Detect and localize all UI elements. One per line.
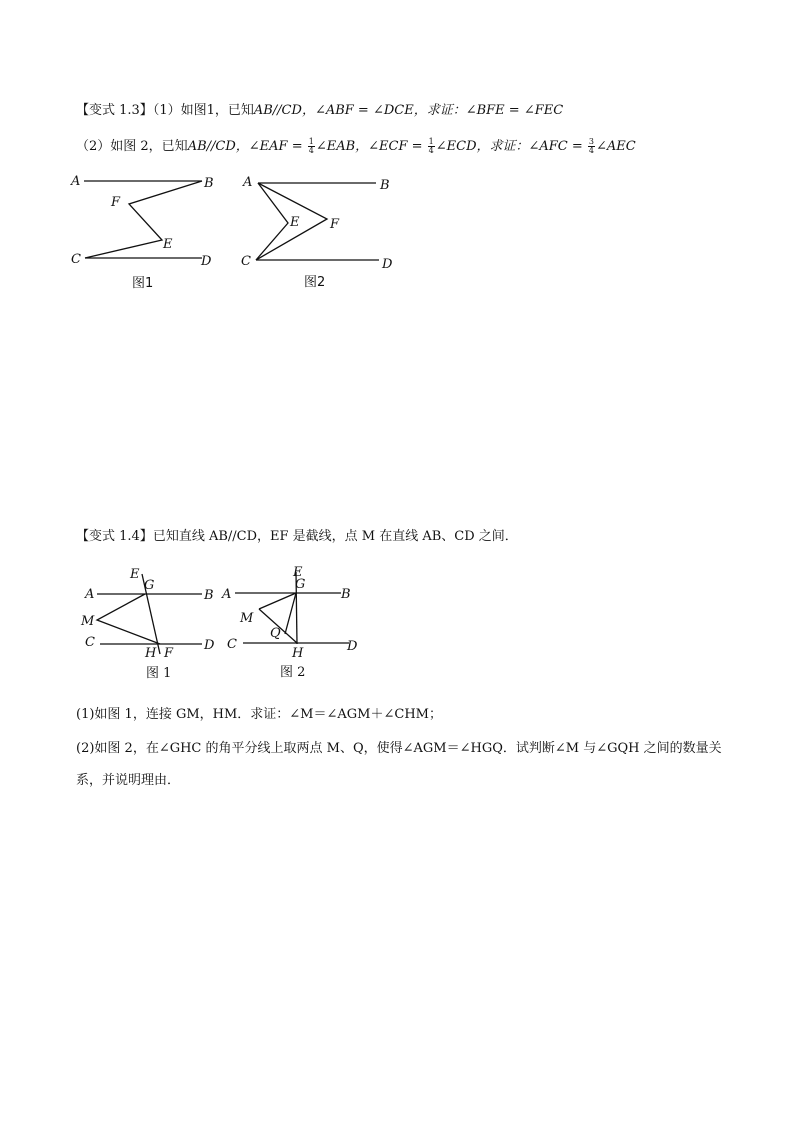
- point-G-label: G: [144, 578, 155, 593]
- point-Q-label: Q: [270, 626, 281, 641]
- point-E-label: E: [293, 565, 303, 580]
- question-1: (1)如图 1，连接 GM，HM．求证：∠M＝∠AGM＋∠CHM；: [76, 707, 442, 722]
- point-C-label: C: [71, 252, 81, 267]
- problem-1-3-line-2: [76, 138, 636, 156]
- problem-1-3-line-1: [76, 102, 563, 120]
- angle-condition: ，∠ABF = ∠DCE，求证：: [301, 103, 466, 118]
- point-A-label: A: [222, 587, 232, 602]
- point-E-label: E: [290, 215, 300, 230]
- figure-1-4-2: [219, 562, 369, 680]
- point-M-label: M: [240, 611, 254, 626]
- question-2-line-2: 系，并说明理由．: [76, 773, 181, 788]
- point-B-label: B: [204, 588, 214, 603]
- question-2-line-1: (2)如图 2，在∠GHC 的角平分线上取两点 M、Q，使得∠AGM＝∠HGQ．试判断∠M 与∠GQH 之间的数量关: [76, 741, 722, 756]
- point-H-label: H: [145, 646, 157, 661]
- figure-1-4-1: [81, 562, 232, 681]
- part2-intro: （2）如图 2，已知: [76, 139, 188, 154]
- problem-tag: 【变式 1.4】: [76, 529, 153, 544]
- point-B-label: B: [380, 178, 390, 193]
- figure-caption: 图1: [132, 276, 154, 291]
- point-D-label: D: [382, 257, 393, 272]
- point-C-label: C: [241, 254, 251, 269]
- figure-caption: 图2: [304, 275, 326, 290]
- angle-ecd: ∠ECD，求证：∠AFC =: [435, 139, 587, 154]
- angle-aec: ∠AEC: [596, 139, 636, 154]
- point-F-label: F: [111, 195, 121, 210]
- part1-intro: （1）如图1，已知: [152, 103, 254, 118]
- point-B-label: B: [341, 587, 351, 602]
- problem-1-4-stem: [76, 528, 518, 546]
- figure-1-3-1: [70, 172, 230, 292]
- angle-eaf: ，∠EAF =: [235, 139, 307, 154]
- point-E-label: E: [130, 567, 140, 582]
- point-G-label: G: [295, 577, 306, 592]
- point-A-label: A: [243, 175, 253, 190]
- point-E-label: E: [163, 237, 173, 252]
- point-A-label: A: [85, 587, 95, 602]
- point-H-label: H: [292, 646, 304, 661]
- point-F-label: F: [330, 217, 340, 232]
- point-B-label: B: [204, 176, 214, 191]
- point-A-label: A: [71, 174, 81, 189]
- point-D-label: D: [201, 254, 212, 269]
- point-D-label: D: [347, 639, 358, 654]
- fraction-one-quarter: $\frac{1}{4}$: [428, 137, 434, 155]
- point-C-label: C: [85, 635, 95, 650]
- parallel-condition: AB//CD: [253, 103, 302, 118]
- fraction-three-quarters: $\frac{3}{4}$: [588, 137, 595, 155]
- problem-tag: 【变式 1.3】: [76, 103, 153, 118]
- point-C-label: C: [227, 637, 237, 652]
- angle-eab: ∠EAB，∠ECF =: [315, 139, 427, 154]
- point-D-label: D: [204, 638, 215, 653]
- point-F-label: F: [164, 646, 174, 661]
- figure-1-3-2: [238, 172, 408, 292]
- fraction-one-quarter: $\frac{1}{4}$: [308, 137, 314, 155]
- figure-caption: 图 1: [146, 666, 172, 681]
- parallel-condition: AB//CD: [187, 139, 236, 154]
- figure-caption: 图 2: [280, 665, 306, 680]
- point-M-label: M: [81, 614, 95, 629]
- proof-goal: ∠BFE = ∠FEC: [465, 103, 564, 118]
- problem-stem: 已知直线 AB//CD，EF 是截线，点 M 在直线 AB、CD 之间．: [152, 529, 518, 544]
